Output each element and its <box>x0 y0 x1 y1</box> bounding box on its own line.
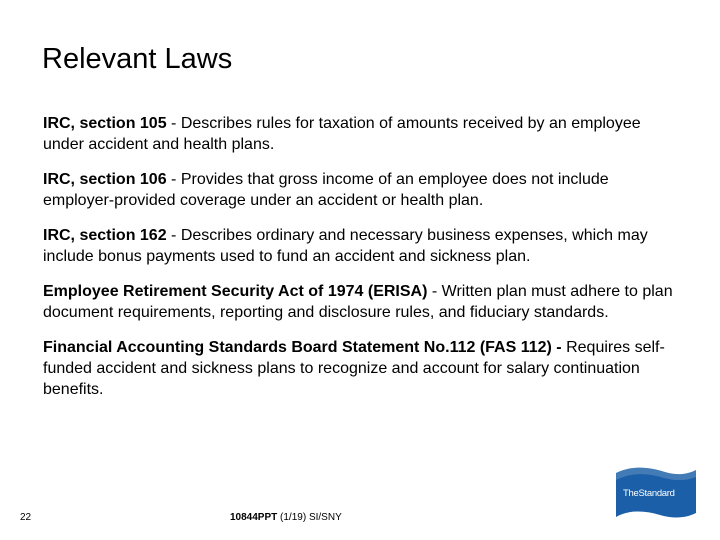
the-standard-logo <box>610 463 700 521</box>
document-code <box>230 512 342 523</box>
law-item-erisa <box>43 281 683 323</box>
law-name: IRC, section 162 <box>43 227 167 244</box>
law-name: IRC, section 105 <box>43 115 167 132</box>
logo-text: TheStandard <box>623 488 675 499</box>
page-number: 22 <box>20 512 32 523</box>
law-name: IRC, section 106 <box>43 171 167 188</box>
law-name: Financial Accounting Standards Board Statement No.112 (FAS 112) - <box>43 339 562 356</box>
slide-title: Relevant Laws <box>42 43 233 75</box>
law-item-irc-105 <box>43 113 683 155</box>
law-description: Requires self-funded accident and sickness plans to recognize and account for salary continuation benefits. <box>43 339 665 398</box>
law-item-irc-162 <box>43 225 683 267</box>
law-item-irc-106 <box>43 169 683 211</box>
law-description: - Provides that gross income of an employee does not include employer-provided coverage under an accident or health plan. <box>43 171 609 209</box>
law-name: Employee Retirement Security Act of 1974 (ERISA) <box>43 283 428 300</box>
law-item-fas-112 <box>43 337 683 400</box>
law-description: - Describes rules for taxation of amounts received by an employee under accident and health plans. <box>43 115 641 153</box>
law-description: - Written plan must adhere to plan document requirements, reporting and disclosure rules, and fiduciary standards. <box>43 283 673 321</box>
document-code-id: 10844PPT <box>230 512 278 523</box>
laws-list <box>43 113 683 414</box>
document-code-suffix: (1/19) SI/SNY <box>277 512 342 523</box>
law-description: - Describes ordinary and necessary business expenses, which may include bonus payments used to fund an accident and sickness plan. <box>43 227 648 265</box>
